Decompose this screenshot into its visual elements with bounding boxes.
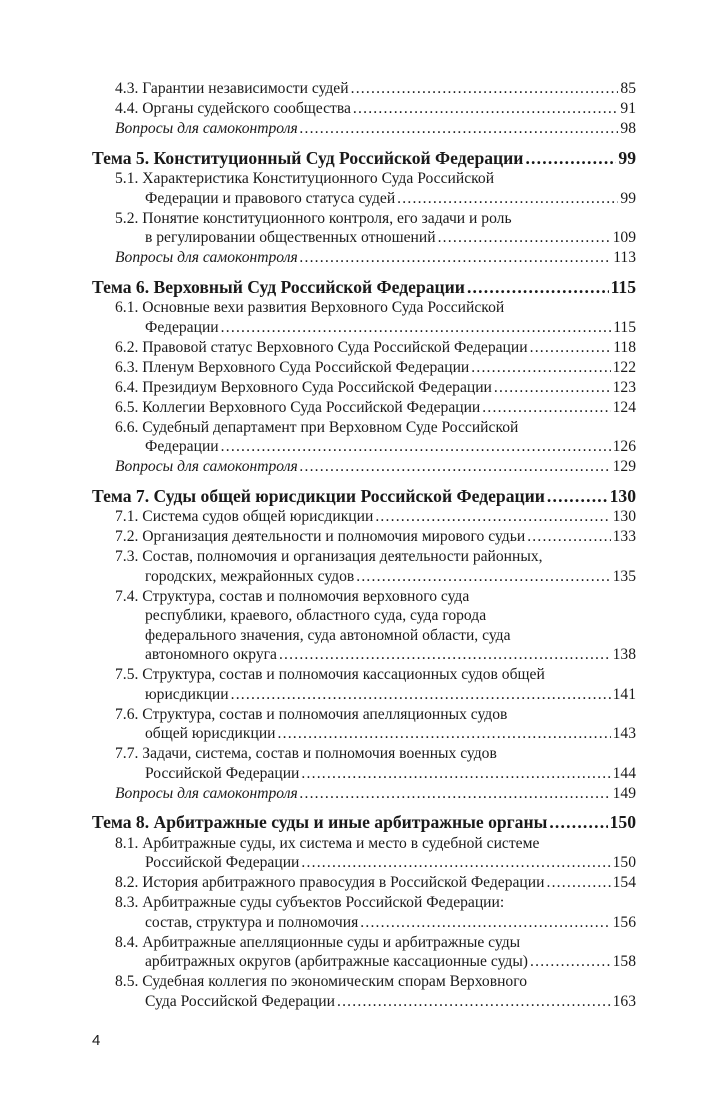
- toc-subsection[interactable]: [115, 547, 636, 586]
- dot-leader: [301, 764, 610, 784]
- toc-subsection[interactable]: [115, 298, 636, 337]
- toc-page-number: 143: [612, 725, 636, 742]
- toc-entry-title: 7.2. Организация деятельности и полномочия мирового судьи: [115, 528, 526, 545]
- dot-leader: [278, 724, 611, 744]
- dot-leader: [375, 507, 610, 527]
- toc-page-number: 163: [612, 992, 636, 1010]
- dot-leader: [471, 358, 610, 378]
- dot-leader: [360, 913, 610, 933]
- toc-page-number: 129: [612, 458, 636, 475]
- toc-entry-title: федерального значения, суда автономной области, суда: [145, 626, 511, 644]
- toc-entry-title: 8.5. Судебная коллегия по экономическим спорам Верховного: [115, 973, 528, 990]
- toc-entry-title: 6.1. Основные вехи развития Верховного Суда Российской: [115, 299, 505, 316]
- toc-entry-title: 6.5. Коллегии Верховного Суда Российской Федерации: [115, 398, 481, 416]
- toc-page-number: 99: [620, 189, 636, 207]
- toc-entry-title: 8.1. Арбитражные суды, их система и место в судебной системе: [115, 834, 540, 852]
- toc-entry-title: общей юрисдикции: [145, 725, 276, 742]
- toc-subsection[interactable]: [115, 587, 636, 665]
- toc-page-number: 130: [612, 508, 636, 525]
- toc-entry-title: 6.6. Судебный департамент при Верховном Суде Российской: [115, 418, 519, 436]
- toc-page-number: 118: [613, 338, 636, 356]
- dot-leader: [546, 873, 610, 893]
- toc-entry-title: 7.4. Структура, состав и полномочия верховного суда: [115, 587, 470, 605]
- toc-topic[interactable]: [92, 813, 636, 833]
- toc-entry-title: 8.2. История арбитражного правосудия в Российской Федерации: [115, 874, 545, 891]
- dot-leader: [482, 398, 610, 418]
- toc-subsection[interactable]: [115, 933, 636, 972]
- toc-questions[interactable]: [115, 119, 636, 139]
- toc-entry-title: 7.6. Структура, состав и полномочия апелляционных судов: [115, 705, 508, 723]
- toc-topic[interactable]: [92, 149, 636, 169]
- toc-page-number: 115: [610, 276, 636, 297]
- toc-subsection[interactable]: [115, 378, 636, 398]
- toc-entry-title: Российской Федерации: [145, 764, 300, 782]
- dot-leader: [279, 645, 611, 665]
- dot-leader: [351, 79, 619, 99]
- toc-page-number: 141: [612, 685, 636, 703]
- toc-page-number: 115: [613, 318, 636, 336]
- toc-subsection[interactable]: [115, 873, 636, 893]
- toc-entry-title: юрисдикции: [145, 685, 229, 703]
- toc-entry-title: Тема 5. Конституционный Суд Российской Федерации: [92, 147, 524, 168]
- toc-entry-title: 4.4. Органы судейского сообщества: [115, 100, 351, 117]
- toc-page-number: 98: [620, 120, 636, 137]
- toc-subsection[interactable]: [115, 834, 636, 873]
- toc-page-number: 126: [612, 438, 636, 455]
- toc-page-number: 150: [609, 812, 636, 832]
- toc-entry-title: Вопросы для самоконтроля: [115, 120, 298, 137]
- dot-leader: [221, 318, 612, 338]
- toc-subsection[interactable]: [115, 209, 636, 248]
- dot-leader: [494, 378, 611, 398]
- toc-entry-title: 6.3. Пленум Верховного Суда Российской Федерации: [115, 358, 470, 376]
- dot-leader: [530, 952, 611, 972]
- toc-entry-title: Суда Российской Федерации: [145, 992, 335, 1010]
- toc-entry-title: 8.4. Арбитражные апелляционные суды и арбитражные суды: [115, 933, 521, 951]
- toc-entry-title: Федерации: [145, 318, 219, 336]
- toc-page-number: 144: [612, 764, 636, 782]
- toc-page-number: 156: [612, 913, 636, 931]
- toc-page-number: 135: [612, 567, 636, 585]
- table-of-contents: [92, 79, 636, 1012]
- toc-subsection[interactable]: [115, 398, 636, 418]
- toc-entry-title: арбитражных округов (арбитражные кассационные суды): [145, 953, 528, 970]
- toc-subsection[interactable]: [115, 507, 636, 527]
- dot-leader: [356, 567, 610, 587]
- toc-entry-title: Вопросы для самоконтроля: [115, 784, 298, 802]
- toc-entry-title: 4.3. Гарантии независимости судей: [115, 80, 349, 97]
- toc-entry-title: в регулировании общественных отношений: [145, 229, 436, 246]
- toc-page-number: 149: [612, 784, 636, 802]
- toc-page-number: 113: [613, 249, 636, 266]
- dot-leader: [221, 437, 611, 457]
- toc-subsection[interactable]: [115, 665, 636, 704]
- toc-topic[interactable]: [92, 278, 636, 298]
- toc-subsection[interactable]: [115, 705, 636, 744]
- dot-leader: [353, 99, 619, 119]
- dot-leader: [397, 189, 618, 209]
- toc-entry-title: Тема 7. Суды общей юрисдикции Российской Федерации: [92, 485, 545, 506]
- toc-entry-title: 6.4. Президиум Верховного Суда Российской Федерации: [115, 378, 492, 396]
- page-number: 4: [92, 1032, 101, 1049]
- dot-leader: [300, 248, 611, 268]
- toc-subsection[interactable]: [115, 527, 636, 547]
- toc-entry-title: 7.3. Состав, полномочия и организация деятельности районных,: [115, 548, 543, 565]
- toc-page-number: 99: [618, 147, 636, 168]
- dot-leader: [467, 278, 609, 298]
- toc-subsection[interactable]: [115, 99, 636, 119]
- toc-entry-title: 8.3. Арбитражные суды субъектов Российской Федерации:: [115, 894, 505, 911]
- toc-entry-title: Тема 8. Арбитражные суды и иные арбитражные органы: [92, 812, 548, 832]
- dot-leader: [231, 685, 611, 705]
- dot-leader: [301, 853, 610, 873]
- toc-page-number: 85: [620, 80, 636, 97]
- dot-leader: [300, 457, 611, 477]
- toc-subsection[interactable]: [115, 169, 636, 208]
- dot-leader: [300, 119, 619, 139]
- toc-page-number: 154: [612, 874, 636, 891]
- toc-subsection[interactable]: [115, 893, 636, 932]
- dot-leader: [527, 527, 610, 547]
- toc-subsection[interactable]: [115, 972, 636, 1011]
- toc-topic[interactable]: [92, 487, 636, 507]
- toc-entry-title: 7.5. Структура, состав и полномочия кассационных судов общей: [115, 666, 545, 683]
- toc-questions[interactable]: [115, 457, 636, 477]
- toc-page-number: 122: [612, 358, 636, 376]
- dot-leader: [337, 992, 611, 1012]
- dot-leader: [549, 813, 607, 833]
- toc-entry-title: 6.2. Правовой статус Верховного Суда Российской Федерации: [115, 338, 528, 356]
- dot-leader: [530, 338, 612, 358]
- dot-leader: [525, 149, 616, 169]
- toc-page-number: 150: [612, 854, 636, 871]
- toc-entry-title: Вопросы для самоконтроля: [115, 458, 298, 475]
- toc-entry-title: 5.2. Понятие конституционного контроля, его задачи и роль: [115, 209, 512, 227]
- toc-entry-title: Федерации: [145, 438, 219, 455]
- toc-entry-title: Российской Федерации: [145, 854, 300, 871]
- toc-subsection[interactable]: [115, 358, 636, 378]
- toc-entry-title: Федерации и правового статуса судей: [145, 189, 396, 207]
- dot-leader: [438, 228, 611, 248]
- toc-entry-title: республики, краевого, областного суда, суда города: [145, 607, 487, 624]
- dot-leader: [300, 784, 611, 804]
- toc-page-number: 91: [620, 100, 636, 117]
- toc-page-number: 130: [609, 485, 636, 506]
- toc-entry-title: автономного округа: [145, 646, 277, 663]
- toc-subsection[interactable]: [115, 744, 636, 783]
- toc-page-number: 124: [612, 398, 636, 416]
- toc-page-number: 109: [612, 229, 636, 246]
- toc-page-number: 123: [612, 378, 636, 396]
- toc-questions[interactable]: [115, 784, 636, 804]
- toc-page-number: 158: [612, 953, 636, 970]
- toc-subsection[interactable]: [115, 338, 636, 358]
- toc-entry-title: состав, структура и полномочия: [145, 913, 359, 931]
- dot-leader: [547, 487, 608, 507]
- toc-entry-title: Тема 6. Верховный Суд Российской Федерации: [92, 276, 465, 297]
- toc-entry-title: 7.7. Задачи, система, состав и полномочия военных судов: [115, 745, 497, 762]
- toc-subsection[interactable]: [115, 79, 636, 99]
- toc-entry-title: Вопросы для самоконтроля: [115, 249, 298, 266]
- toc-page-number: 133: [612, 528, 636, 545]
- toc-page-number: 138: [612, 646, 636, 663]
- toc-subsection[interactable]: [115, 418, 636, 457]
- toc-entry-title: 7.1. Система судов общей юрисдикции: [115, 508, 374, 525]
- toc-entry-title: 5.1. Характеристика Конституционного Суда Российской: [115, 170, 495, 187]
- toc-entry-title: городских, межрайонных судов: [145, 567, 355, 585]
- toc-questions[interactable]: [115, 248, 636, 268]
